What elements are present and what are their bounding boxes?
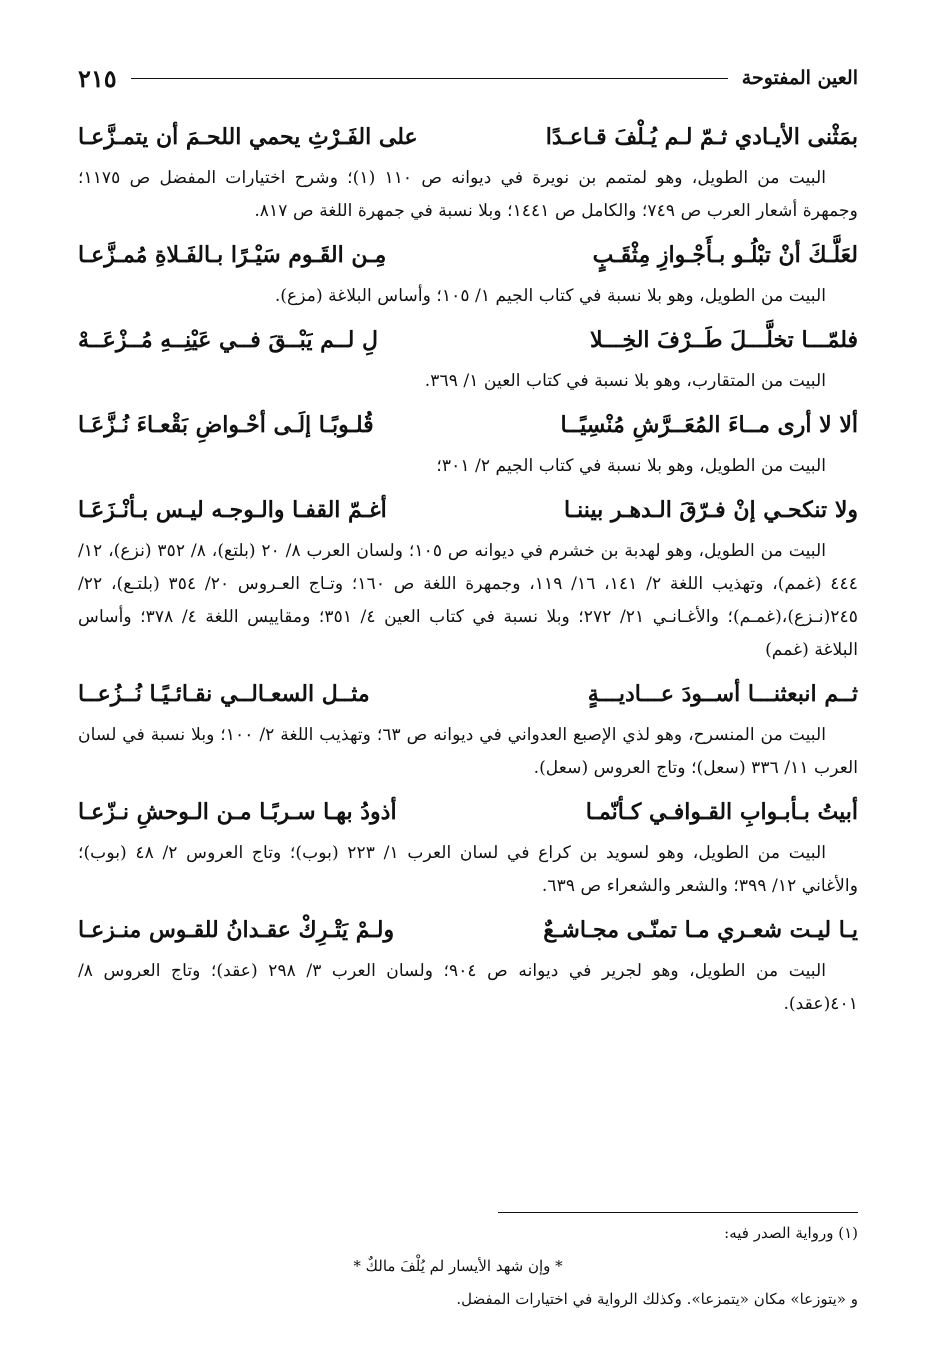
page-header <box>78 58 858 98</box>
verse-first-hemistich: ولا تنكحـي إنْ فـرّقَ الـدهـر بيننـا <box>564 497 858 523</box>
verse-second-hemistich: على الفَـرْثِ يحمي اللحـمَ أن يتمـزَّعـا <box>78 124 418 150</box>
footnotes <box>78 1218 858 1314</box>
verse-citation: البيت من الطويل، وهو لسويد بن كراع في لسان العرب ١/ ٢٢٣ (بوب)؛ وتاج العروس ٢/ ٤٨ (بوب)؛ والأغاني ١٢/ ٣٩٩؛ والشعر والشعراء ص ٦٣٩. <box>78 843 858 896</box>
verse-citation: البيت من الطويل، وهو بلا نسبة في كتاب الجيم ٢/ ٣٠١؛ <box>436 456 826 476</box>
verse-line <box>78 485 858 535</box>
page-body <box>78 112 858 1023</box>
verse-line <box>78 669 858 719</box>
verse-line <box>78 112 858 162</box>
verse-first-hemistich: أبيتُ بـأبـوابِ القـوافـي كـأنّمـا <box>585 799 858 825</box>
verse-entry <box>78 669 858 785</box>
footnote-rule <box>498 1212 858 1213</box>
verse-first-hemistich: فلمّـــا تخلَّـــلَ طَــرْفَ الخِـــلا <box>590 327 858 353</box>
verse-citation: البيت من الطويل، وهو لجرير في ديوانه ص ٩٠٤؛ ولسان العرب ٣/ ٢٩٨ (عقد)؛ وتاج العروس ٨/ ٤٠١(عقد). <box>78 961 858 1014</box>
verse-citation: البيت من الطويل، وهو لهدبة بن خشرم في ديوانه ص ١٠٥؛ ولسان العرب ٨/ ٢٠ (بلتع)، ٨/ ٣٥٢ (نزع)، ١٢/ ٤٤٤ (غمم)، وتهذيب اللغة ٢/ ١٤١، ١٦/ ١١٩، وجمهرة اللغة ص ١٦٠؛ وتـاج العـروس ٢٠/ ٣٥٤ (بلتـع)، ٢٢/ ٢٤٥(نـزع)،(غمـم)؛ والأغـانـي ٢١/ ٢٧٢؛ وبلا نسبة في كتاب العين ٤/ ٣٥١؛ ومقاييس اللغة ٤/ ٣٧٨؛ وأساس البلاغة (غمم) <box>78 541 858 660</box>
verse-entry <box>78 112 858 228</box>
verse-second-hemistich: أغـمّ القفـا والـوجـه ليـس بـأنْـزَعَـا <box>78 497 387 523</box>
verse-citation: البيت من الطويل، وهو لمتمم بن نويرة في ديوانه ص ١١٠ (١)؛ وشرح اختيارات المفضل ص ١١٧٥؛ وجمهرة أشعار العرب ص ٧٤٩؛ والكامل ص ١٤٤١؛ وبلا نسبة في جمهرة اللغة ص ٨١٧. <box>78 168 858 221</box>
footnote-label: (١) ورواية الصدر فيه: <box>724 1224 858 1242</box>
verse-line <box>78 787 858 837</box>
verse-first-hemistich: ثــم انبعثنـــا أســودَ عـــاديـــةٍ <box>587 681 858 707</box>
verse-line <box>78 400 858 450</box>
verse-citation: البيت من المنسرح، وهو لذي الإصبع العدواني في ديوانه ص ٦٣؛ وتهذيب اللغة ٢/ ١٠٠؛ وبلا نسبة في لسان العرب ١١/ ٣٣٦ (سعل)؛ وتاج العروس (سعل). <box>78 725 858 778</box>
verse-first-hemistich: لعَلَّـكَ أنْ تبْلُـو بـأَجْـوازِ مِثْقَـبٍ <box>592 242 858 268</box>
verse-second-hemistich: ولـمْ يَتْـرِكْ عقـدانُ للقـوس منـزعـا <box>78 917 395 943</box>
footnote-text: و «يتوزعا» مكان «يتمزعا». وكذلك الرواية في اختيارات المفضل. <box>456 1290 858 1308</box>
verse-second-hemistich: مثــل السعـالــي نقـائـيًـا نُــزُعــا <box>78 681 370 707</box>
verse-second-hemistich: لِ لــم يَبْــقَ فــي عَيْنِــهِ مُــزْعَــهْ <box>78 327 378 353</box>
verse-line <box>78 905 858 955</box>
verse-entry <box>78 230 858 313</box>
verse-citation: البيت من المتقارب، وهو بلا نسبة في كتاب العين ١/ ٣٦٩. <box>424 371 826 391</box>
verse-entry <box>78 787 858 903</box>
verse-second-hemistich: أذودُ بهـا سـربًـا مـن الـوحشِ نـزّعـا <box>78 799 397 825</box>
verse-entry <box>78 485 858 667</box>
verse-first-hemistich: ألا لا أرى مــاءَ المُعَــرَّشِ مُنْسِيًــا <box>560 412 858 438</box>
verse-citation: البيت من الطويل، وهو بلا نسبة في كتاب الجيم ١/ ١٠٥؛ وأساس البلاغة (مزع). <box>274 286 826 306</box>
verse-entry <box>78 315 858 398</box>
header-rule <box>131 78 728 79</box>
running-title: العين المفتوحة <box>741 67 858 89</box>
verse-first-hemistich: يـا ليـت شعـري مـا تمنّـى مجـاشـعٌ <box>543 917 858 943</box>
verse-line <box>78 230 858 280</box>
verse-first-hemistich: بمَثْنى الأيـادي ثـمّ لـم يُـلْفَ قـاعـدًا <box>545 124 858 150</box>
verse-entry <box>78 400 858 483</box>
verse-second-hemistich: مِـن القَـوم سَيْـرًا بـالفَـلاةِ مُمـزَّعـا <box>78 242 387 268</box>
footnote-verse: * وإن شهد الأيسار لم يُلْفَ مالكٌ * <box>353 1257 563 1275</box>
verse-line <box>78 315 858 365</box>
verse-entry <box>78 905 858 1021</box>
verse-second-hemistich: قُلـوبًـا إلَـى أحْـواضِ بَقْعـاءَ نُـزَّعَـا <box>78 412 374 438</box>
page-number: ٢١٥ <box>78 63 117 93</box>
